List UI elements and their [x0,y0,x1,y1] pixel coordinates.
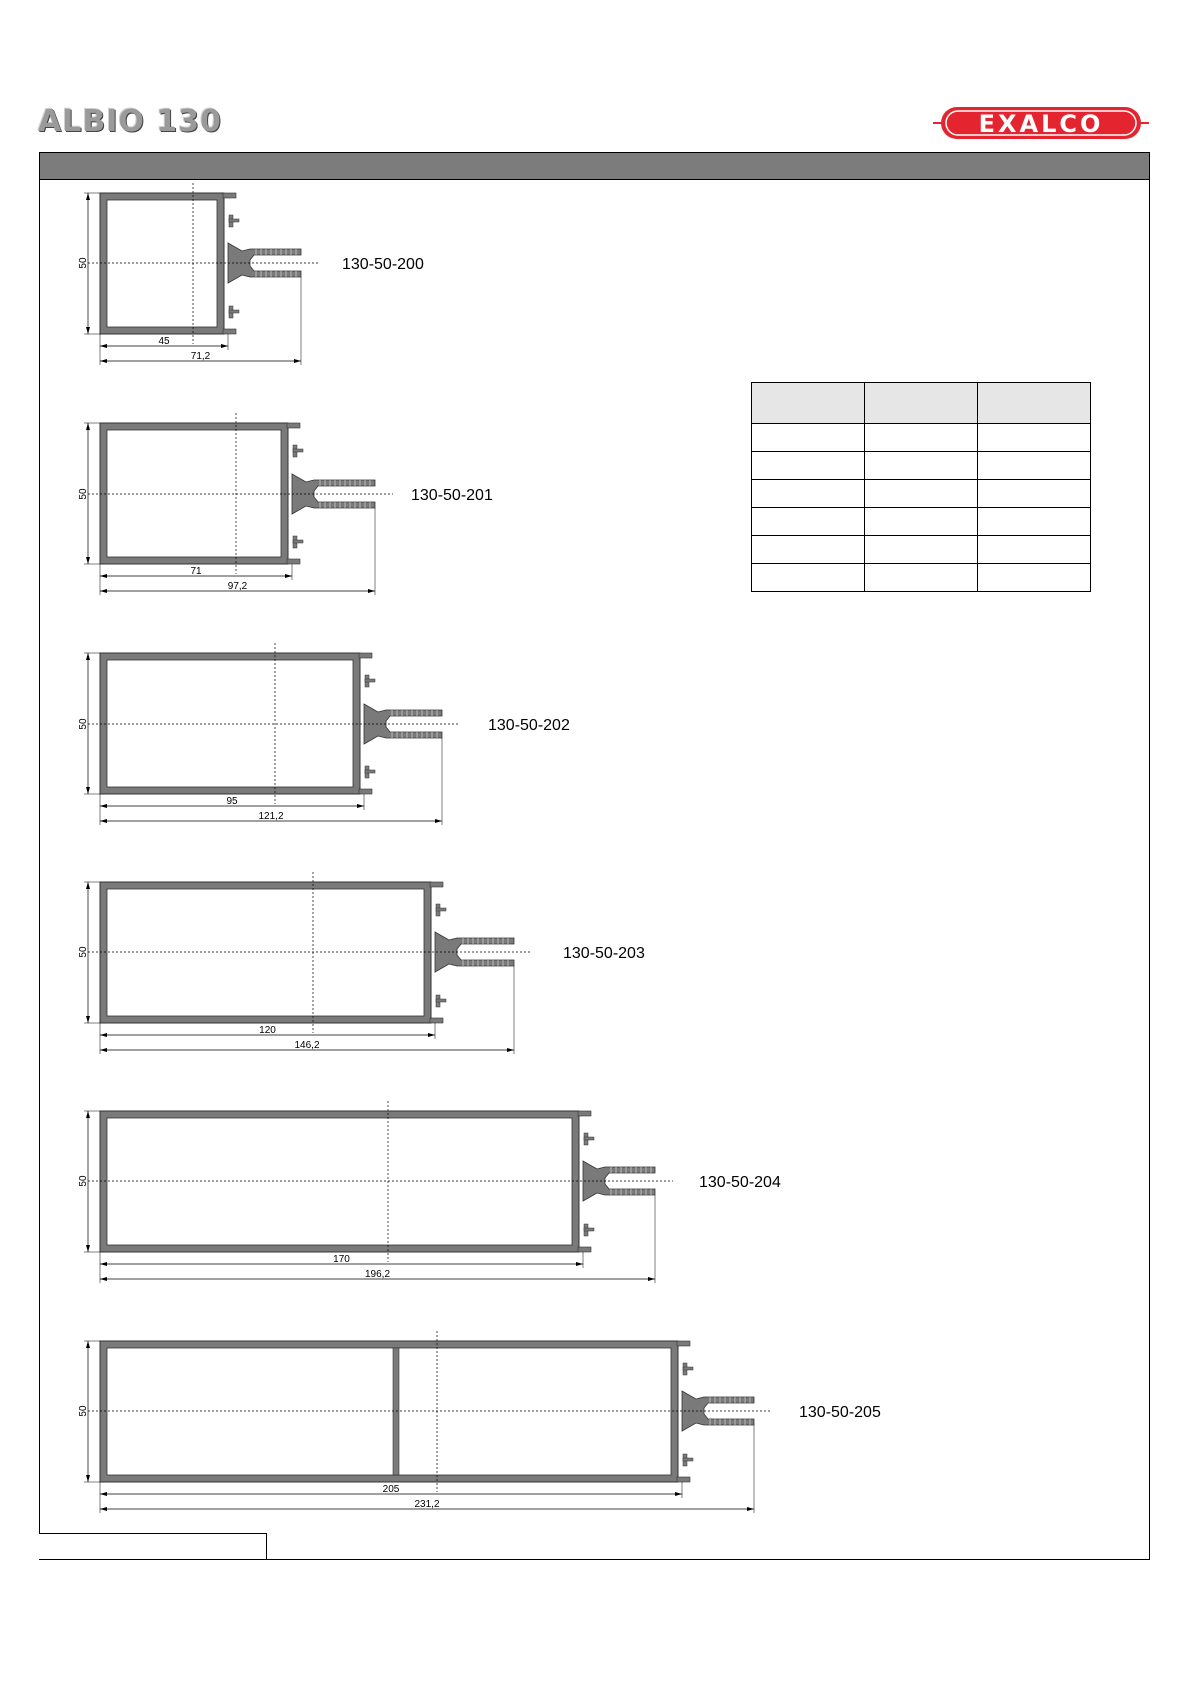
inner-width-label: 45 [158,336,170,347]
profile-cavity [107,200,217,327]
profile-130-50-204 [78,1101,781,1283]
logo-text: EXALCO [978,110,1104,138]
total-width-label: 121,2 [258,811,284,822]
profile-cavity [107,1118,572,1245]
profile-code-label: 130-50-204 [699,1174,781,1191]
profile-fork [364,704,442,744]
total-width-label: 97,2 [227,581,248,592]
profile-cavity [107,660,353,787]
footer-box [39,1533,267,1560]
profile-130-50-203 [78,872,645,1054]
profile-130-50-205 [78,1331,881,1513]
inner-width-label: 120 [259,1025,276,1036]
inner-width-label: 95 [226,796,238,807]
profile-code-label: 130-50-205 [799,1404,881,1421]
inner-width-label: 205 [382,1484,400,1495]
total-width-label: 231,2 [414,1499,440,1510]
profile-130-50-200 [78,183,424,365]
total-width-label: 71,2 [190,351,211,362]
total-width-label: 196,2 [364,1269,391,1280]
height-dimension-label: 50 [78,488,89,500]
profile-cavity [107,1348,671,1475]
profile-code-label: 130-50-200 [342,256,424,273]
profile-code-label: 130-50-201 [411,487,493,504]
height-dimension-label: 50 [78,257,89,269]
series-title: ALBIO 130 [38,104,222,139]
profile-code-label: 130-50-202 [488,717,570,734]
profile-130-50-201 [78,413,493,595]
profile-130-50-202 [78,643,570,825]
profile-mullion [393,1348,399,1475]
height-dimension-label: 50 [78,1405,89,1417]
inner-width-label: 170 [333,1254,350,1265]
height-dimension-label: 50 [78,946,89,958]
height-dimension-label: 50 [78,718,89,730]
profile-code-label: 130-50-203 [563,945,645,962]
profile-cavity [107,430,281,557]
profile-fork [435,932,514,972]
height-dimension-label: 50 [78,1175,89,1187]
inner-width-label: 71 [190,566,202,577]
total-width-label: 146,2 [294,1040,320,1051]
profile-cavity [107,889,424,1016]
